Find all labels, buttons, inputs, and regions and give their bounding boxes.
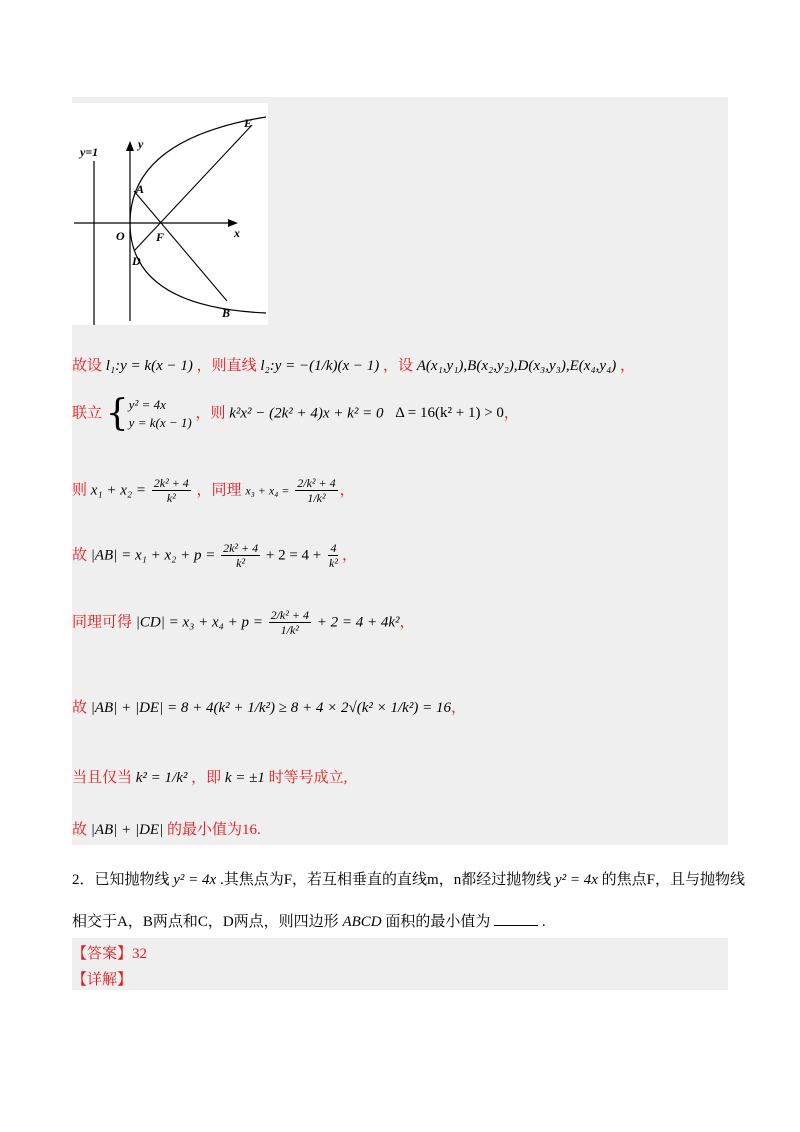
label-f: F	[156, 230, 165, 244]
line-set-lines	[72, 354, 635, 375]
line-equality-condition	[72, 766, 347, 787]
text-gu-3: 故	[72, 822, 88, 838]
eq-ab-tail: + 2 = 4 +	[265, 547, 322, 564]
label-y: y	[138, 137, 144, 151]
q-text-6: .	[541, 914, 546, 930]
eq-l1: l₁:y = k(x − 1)	[105, 358, 193, 374]
text-let: ，设	[383, 358, 414, 374]
label-y-eq: y=1	[80, 145, 99, 159]
text-ze: 则	[72, 482, 88, 499]
text-iff: 当且仅当	[72, 770, 133, 786]
q-text-5: 面积的最小值为	[385, 914, 491, 930]
question-line-2	[72, 910, 546, 931]
eq-cd: |CD| = x₃ + x₄ + p =	[135, 614, 263, 631]
q-quad-name: ABCD	[342, 914, 382, 930]
eq-sys1: y² = 4x	[128, 397, 166, 412]
eq-sum34: x₃ + x₄ =	[245, 483, 290, 498]
frac-sum34: $\frac{\text{2/k² + 4}}{\text{1/k²}}$	[297, 476, 336, 506]
line-cd: 同理可得 |CD| = x₃ + x₄ + p = $\frac{\text{2/k² + 4}}{\text{1/k²}}$ + 2 = 4 + 4k²，	[72, 608, 415, 638]
answer-label: 【答案】	[72, 946, 133, 962]
eq-sum12: x₁ + x₂ =	[90, 482, 147, 499]
text-set: 故设	[72, 358, 103, 374]
line-ab: 故 |AB| = x₁ + x₂ + p = $\frac{\text{2k² + 4}}{\text{k²}}$ + 2 = 4 + $\frac{4}{\text{k²}}$ ，	[72, 541, 357, 571]
text-gu: 故	[72, 547, 88, 564]
text-similarly: ，同理	[196, 482, 242, 499]
label-d: D	[132, 254, 141, 268]
eq-ab: |AB| = x₁ + x₂ + p =	[90, 547, 216, 564]
text-comma: ，	[620, 358, 636, 374]
text-similarly-get: 同理可得	[72, 614, 133, 631]
text-equality-holds: 时等号成立,	[268, 770, 348, 786]
q-text-3: 的焦点F，且与抛物线	[601, 872, 745, 888]
eq-cd-tail: + 2 = 4 + 4k²	[316, 614, 400, 631]
frac-ab2: $\frac{4}{\text{k²}}$	[329, 541, 338, 571]
eq-quadratic: k²x² − (2k² + 4)x + k² = 0	[229, 405, 384, 422]
frac-cd: $\frac{\text{2/k² + 4}}{\text{1/k²}}$	[270, 608, 309, 638]
eq-l2: l₂:y = −(1/k)(x − 1)	[260, 358, 380, 374]
text-then: ，则	[195, 405, 226, 422]
equation-system: { y² = 4x y = k(x − 1)	[105, 393, 192, 434]
detail-line	[72, 968, 132, 989]
parabola-figure	[72, 103, 268, 325]
eq-min-expr: |AB| + |DE|	[90, 822, 164, 838]
line-min-value	[72, 818, 261, 839]
q-eq-1: y² = 4x	[173, 872, 217, 888]
answer-panel	[72, 938, 728, 990]
line-system: 联立 { y² = 4x y = k(x − 1) ，则 k²x² − (2k² + 4)x + k² = 0 Δ = 16(k² + 1) > 0，	[72, 393, 519, 434]
q-text-1: 2．已知抛物线	[72, 872, 170, 888]
q-eq-2: y² = 4x	[554, 872, 598, 888]
frac-ab: $\frac{\text{2k² + 4}}{\text{k²}}$	[223, 541, 259, 571]
eq-delta: Δ = 16(k² + 1) > 0	[395, 405, 504, 422]
line-inequality: 故 |AB| + |DE| = 8 + 4(k² + 1/k²) ≥ 8 + 4 × 2√(k² × 1/k²) = 16，	[72, 700, 466, 716]
eq-inequality: |AB| + |DE| = 8 + 4(k² + 1/k²) ≥ 8 + 4 × 2√(k² × 1/k²) = 16	[90, 700, 451, 716]
text-min-value: 的最小值为16.	[166, 822, 261, 838]
text-then-line: ，则直线	[196, 358, 257, 374]
line-sums: 则 x₁ + x₂ = $\frac{\text{2k² + 4}}{\text{k²}}$ ，同理 x₃ + x₄ = $\frac{\text{2/k² + 4}}{\text{1/k²}}$ ，	[72, 476, 355, 506]
eq-sys2: y = k(x − 1)	[128, 415, 192, 430]
label-a: A	[136, 182, 145, 196]
question-line-1	[72, 868, 745, 889]
parabola-curve	[130, 117, 266, 313]
q-text-4: 相交于A，B两点和C，D两点，则四边形	[72, 914, 339, 930]
text-combine: 联立	[72, 405, 103, 422]
frac-sum12: $\frac{\text{2k² + 4}}{\text{k²}}$	[153, 476, 189, 506]
label-b: B	[222, 306, 231, 320]
answer-blank	[494, 913, 538, 926]
detail-label: 【详解】	[72, 972, 133, 988]
answer-value: 32	[132, 946, 148, 962]
y-axis-arrow	[126, 141, 134, 151]
eq-k-cond: k² = 1/k²	[135, 770, 188, 786]
parabola-diagram	[72, 103, 268, 325]
eq-points: A(x₁,y₁),B(x₂,y₂),D(x₃,y₃),E(x₄,y₄)	[416, 358, 617, 374]
text-gu-2: 故	[72, 700, 88, 716]
label-e: E	[244, 116, 253, 130]
answer-line	[72, 942, 147, 963]
q-text-2: .其焦点为F，若互相垂直的直线m，n都经过抛物线	[219, 872, 552, 888]
text-ie: ，即	[191, 770, 222, 786]
chord-ab	[134, 191, 227, 301]
eq-k-value: k = ±1	[224, 770, 265, 786]
label-o: O	[116, 229, 125, 243]
label-x: x	[234, 226, 240, 240]
